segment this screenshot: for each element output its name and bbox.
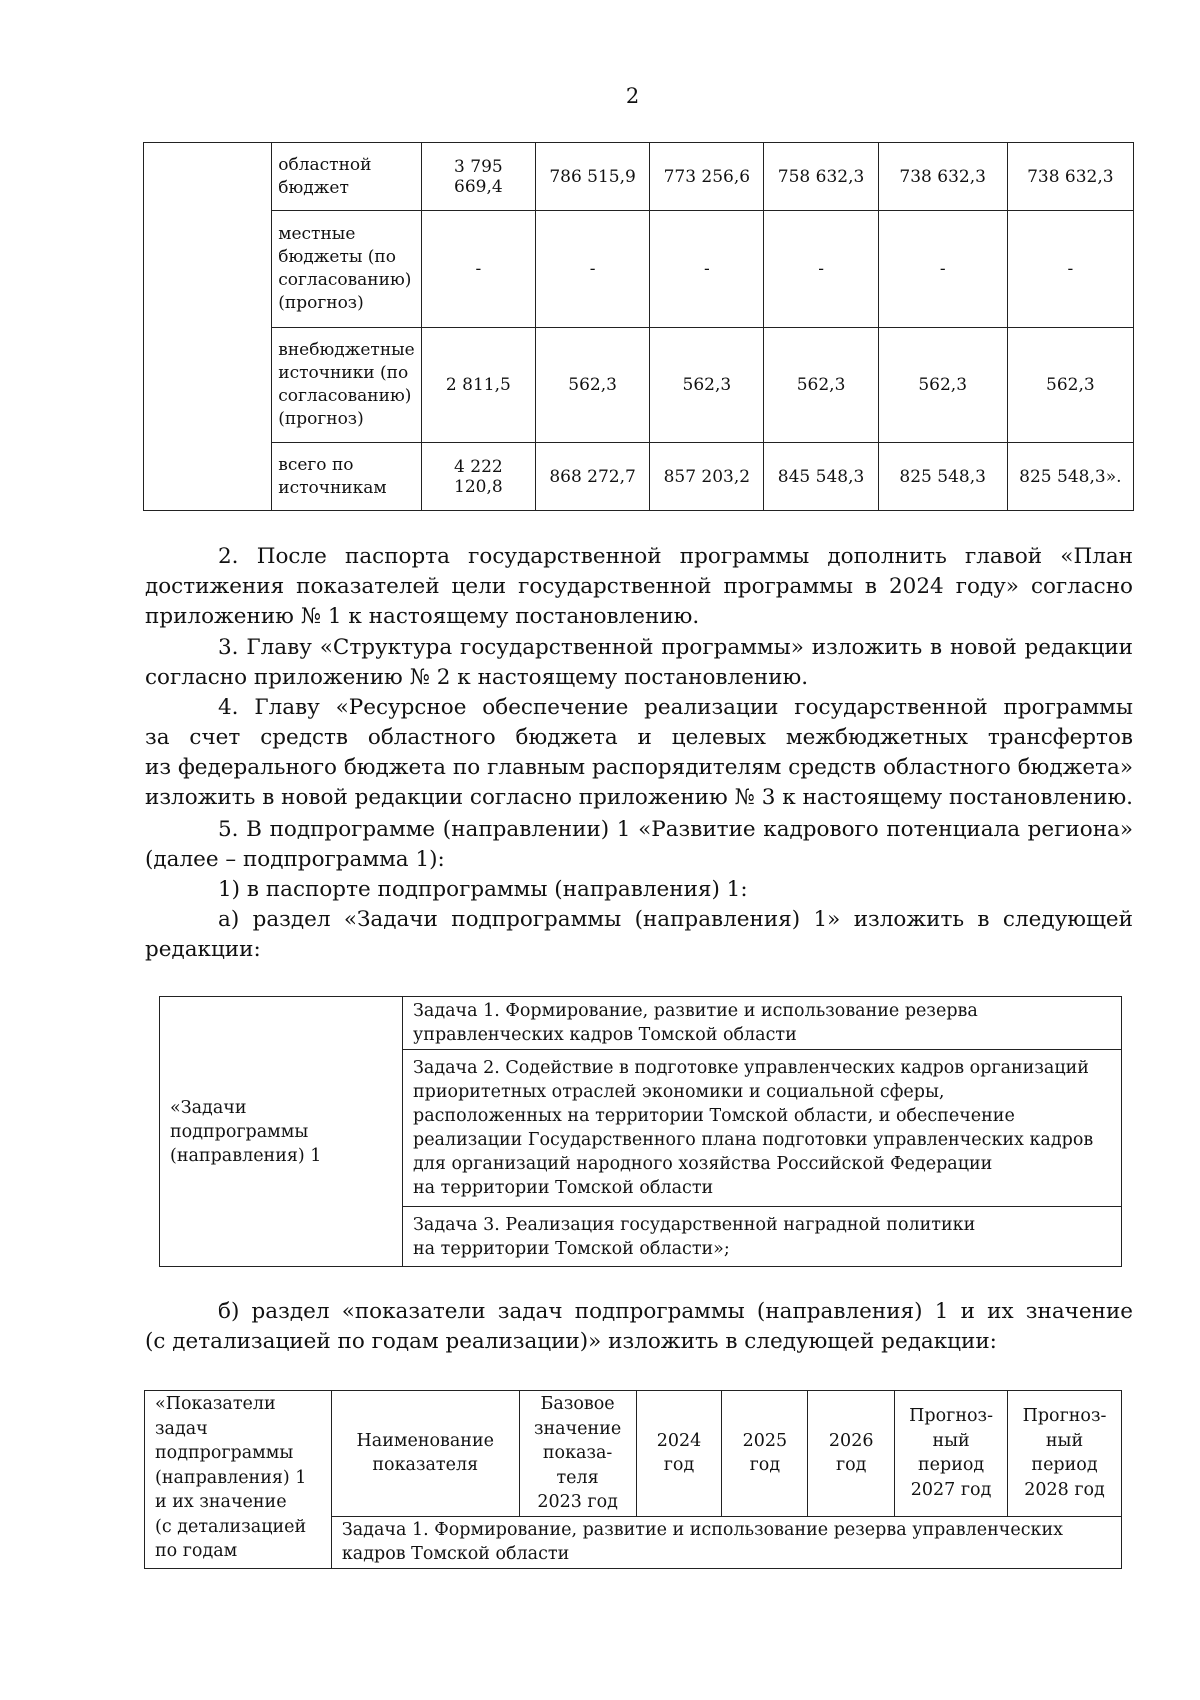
value-cell: - (1007, 211, 1133, 328)
paragraph-2: 2. После паспорта государственной программы дополнить главой «План достижения показателей цели государственной программы в 2024 году» согласно приложению № 1 к настоящему постановлению. (145, 544, 1133, 629)
value-cell: 857 203,2 (650, 443, 764, 511)
value-cell: 562,3 (650, 328, 764, 443)
value-cell: 738 632,3 (878, 143, 1007, 211)
empty-cell (144, 143, 272, 511)
row-label: областной бюджет (272, 143, 422, 211)
column-header: Базовое значение показа- теля 2023 год (519, 1391, 636, 1517)
paragraph-4: 4. Главу «Ресурсное обеспечение реализации государственной программы за счет средств областного бюджета и целевых межбюджетных трансфертов из федерального бюджета по главным распорядителям средств областного бюджета» изложить в новой редакции согласно приложению № 3 к настоящему постановлению. (145, 695, 1134, 810)
value-cell: 4 222 120,8 (421, 443, 535, 511)
indicators-label-cell: «Показатели задач подпрограммы (направления) 1 и их значение (с детализацией по годам (145, 1391, 332, 1569)
value-cell: 562,3 (1007, 328, 1133, 443)
value-cell: 825 548,3 (878, 443, 1007, 511)
column-header: 2025 год (722, 1391, 808, 1517)
value-cell: - (535, 211, 649, 328)
table-row (144, 211, 1134, 328)
task-cell: Задача 1. Формирование, развитие и использование резерва управленческих кадров Томской области (403, 997, 1122, 1050)
value-cell: 2 811,5 (421, 328, 535, 443)
value-cell: 562,3 (535, 328, 649, 443)
row-label: внебюджетные источники (по согласованию) (прогноз) (272, 328, 422, 443)
page-number: 2 (625, 84, 640, 108)
paragraph-5-1-b: б) раздел «показатели задач подпрограммы (направления) 1 и их значение (с детализацией по годам реализации)» изложить в следующей редакции: (145, 1299, 1133, 1354)
row-label: местные бюджеты (по согласованию) (прогноз) (272, 211, 422, 328)
tasks-label-cell: «Задачи подпрограммы (направления) 1 (160, 997, 403, 1267)
paragraph-3: 3. Главу «Структура государственной программы» изложить в новой редакции согласно приложению № 2 к настоящему постановлению. (145, 635, 1133, 690)
column-header: 2026 год (808, 1391, 895, 1517)
table-header-row (145, 1391, 1122, 1517)
task-cell: Задача 2. Содействие в подготовке управленческих кадров организаций приоритетных отраслей экономики и социальной сферы, расположенных на территории Томской области, и обеспечение реализации Государственного плана подготовки управленческих кадров для организаций народного хозяйства Российской Федерации на территории Томской области (403, 1050, 1122, 1207)
value-cell: 562,3 (764, 328, 878, 443)
value-cell: - (878, 211, 1007, 328)
column-header: 2024 год (636, 1391, 722, 1517)
column-header: Прогноз- ный период 2028 год (1008, 1391, 1122, 1517)
value-cell: 868 272,7 (535, 443, 649, 511)
column-header: Наименование показателя (331, 1391, 519, 1517)
table-row (160, 997, 1122, 1050)
value-cell: 738 632,3 (1007, 143, 1133, 211)
table-row (144, 143, 1134, 211)
task-cell: Задача 3. Реализация государственной наградной политики на территории Томской области»; (403, 1207, 1122, 1267)
table-row (144, 443, 1134, 511)
value-cell: 825 548,3». (1007, 443, 1133, 511)
value-cell: 758 632,3 (764, 143, 878, 211)
column-header: Прогноз- ный период 2027 год (895, 1391, 1008, 1517)
paragraph-5-1: 1) в паспорте подпрограммы (направления) 1: (218, 877, 748, 902)
value-cell: 773 256,6 (650, 143, 764, 211)
table-row (144, 328, 1134, 443)
value-cell: 3 795 669,4 (421, 143, 535, 211)
row-label: всего по источникам (272, 443, 422, 511)
financing-table (143, 142, 1134, 511)
indicators-table (144, 1390, 1122, 1569)
value-cell: - (650, 211, 764, 328)
tasks-table (159, 996, 1122, 1267)
paragraph-5-1-a: а) раздел «Задачи подпрограммы (направления) 1» изложить в следующей редакции: (145, 907, 1133, 962)
task-row-cell: Задача 1. Формирование, развитие и использование резерва управленческих кадров Томской области (331, 1516, 1121, 1568)
value-cell: 786 515,9 (535, 143, 649, 211)
value-cell: - (764, 211, 878, 328)
value-cell: 845 548,3 (764, 443, 878, 511)
value-cell: 562,3 (878, 328, 1007, 443)
value-cell: - (421, 211, 535, 328)
paragraph-5: 5. В подпрограмме (направлении) 1 «Развитие кадрового потенциала региона» (далее – подпрограмма 1): (145, 817, 1133, 872)
